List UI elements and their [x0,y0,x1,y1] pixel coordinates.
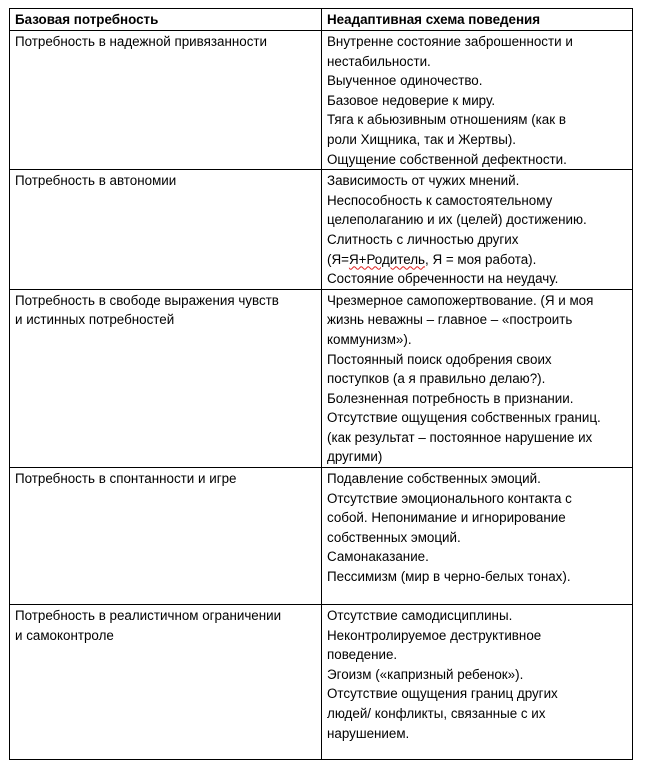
behavior-line: нестабильности. [327,53,431,69]
behavior-cell [322,605,633,760]
behavior-line-with-spellcheck [327,250,627,270]
behavior-line: Пессимизм (мир в черно-белых тонах). [327,569,571,585]
need-line: и самоконтроле [15,627,114,643]
table-row [10,605,633,760]
behavior-line: (как результат – постоянное нарушение их [327,429,593,445]
behavior-line: Ощущение собственной дефектности. [327,151,567,167]
behavior-line: Отсутствие ощущения собственных границ. [327,410,601,426]
need-cell [10,170,322,290]
behavior-line: коммунизм»). [327,331,412,347]
behavior-line: Базовое недоверие к миру. [327,92,496,108]
behavior-line: Состояние обреченности на неудачу. [327,271,559,287]
behavior-line: поведение. [327,647,398,663]
needs-table [9,8,633,760]
behavior-line: собой. Непонимание и игнорирование [327,510,566,526]
spellcheck-marked-word[interactable]: Я+Родитель [348,251,426,267]
need-line: Потребность в спонтанности и игре [15,471,237,487]
table-row [10,31,633,170]
behavior-line: Внутренне состояние заброшенности и [327,34,573,49]
behavior-line: Эгоизм («капризный ребенок»). [327,666,524,682]
behavior-line: нарушением. [327,725,410,741]
behavior-line: людей/ конфликты, связанные с их [327,706,546,722]
behavior-line: поступков (а я правильно делаю?). [327,371,546,387]
behavior-line: Отсутствие самодисциплины. [327,608,513,624]
behavior-line: Отсутствие эмоционального контакта с [327,490,572,506]
behavior-line: Чрезмерное самопожертвование. (Я и моя [327,292,594,308]
behavior-line: другими) [327,449,383,465]
table-header-row [10,9,633,31]
behavior-line: Отсутствие ощущения границ других [327,686,558,702]
behavior-line: Неконтролируемое деструктивное [327,627,542,643]
behavior-cell [322,468,633,605]
need-cell [10,289,322,467]
need-cell [10,605,322,760]
behavior-line: Самонаказание. [327,549,429,565]
behavior-text: (Я= [327,251,349,267]
header-basic-need: Базовая потребность [10,9,322,31]
need-line: и истинных потребностей [15,312,175,328]
behavior-line: Неспособность к самостоятельному [327,192,553,208]
behavior-line: собственных эмоций. [327,529,461,545]
need-cell [10,31,322,170]
behavior-line: роли Хищника, так и Жертвы). [327,131,517,147]
behavior-cell [322,170,633,290]
behavior-line: целеполаганию и их (целей) достижению. [327,212,587,228]
need-cell [10,468,322,605]
behavior-line: Тяга к абьюзивным отношениям (как в [327,112,566,128]
behavior-line: Болезненная потребность в признании. [327,390,574,406]
table-row [10,170,633,290]
behavior-line: Постоянный поиск одобрения своих [327,351,552,367]
behavior-text: , Я = моя работа). [425,251,537,267]
behavior-cell [322,31,633,170]
need-line: Потребность в свободе выражения чувств [15,292,279,308]
need-line: Потребность в автономии [15,173,177,189]
behavior-line: Зависимость от чужих мнений. [327,173,520,189]
behavior-line: Выученное одиночество. [327,73,483,89]
header-maladaptive-pattern: Неадаптивная схема поведения [322,9,633,31]
table-row [10,289,633,467]
behavior-line: жизнь неважны – главное – «построить [327,312,573,328]
table-row [10,468,633,605]
behavior-cell [322,289,633,467]
behavior-line: Слитность с личностью других [327,231,519,247]
behavior-line: Подавление собственных эмоций. [327,471,541,487]
need-line: Потребность в надежной привязанности [15,34,268,49]
need-line: Потребность в реалистичном ограничении [15,608,282,624]
